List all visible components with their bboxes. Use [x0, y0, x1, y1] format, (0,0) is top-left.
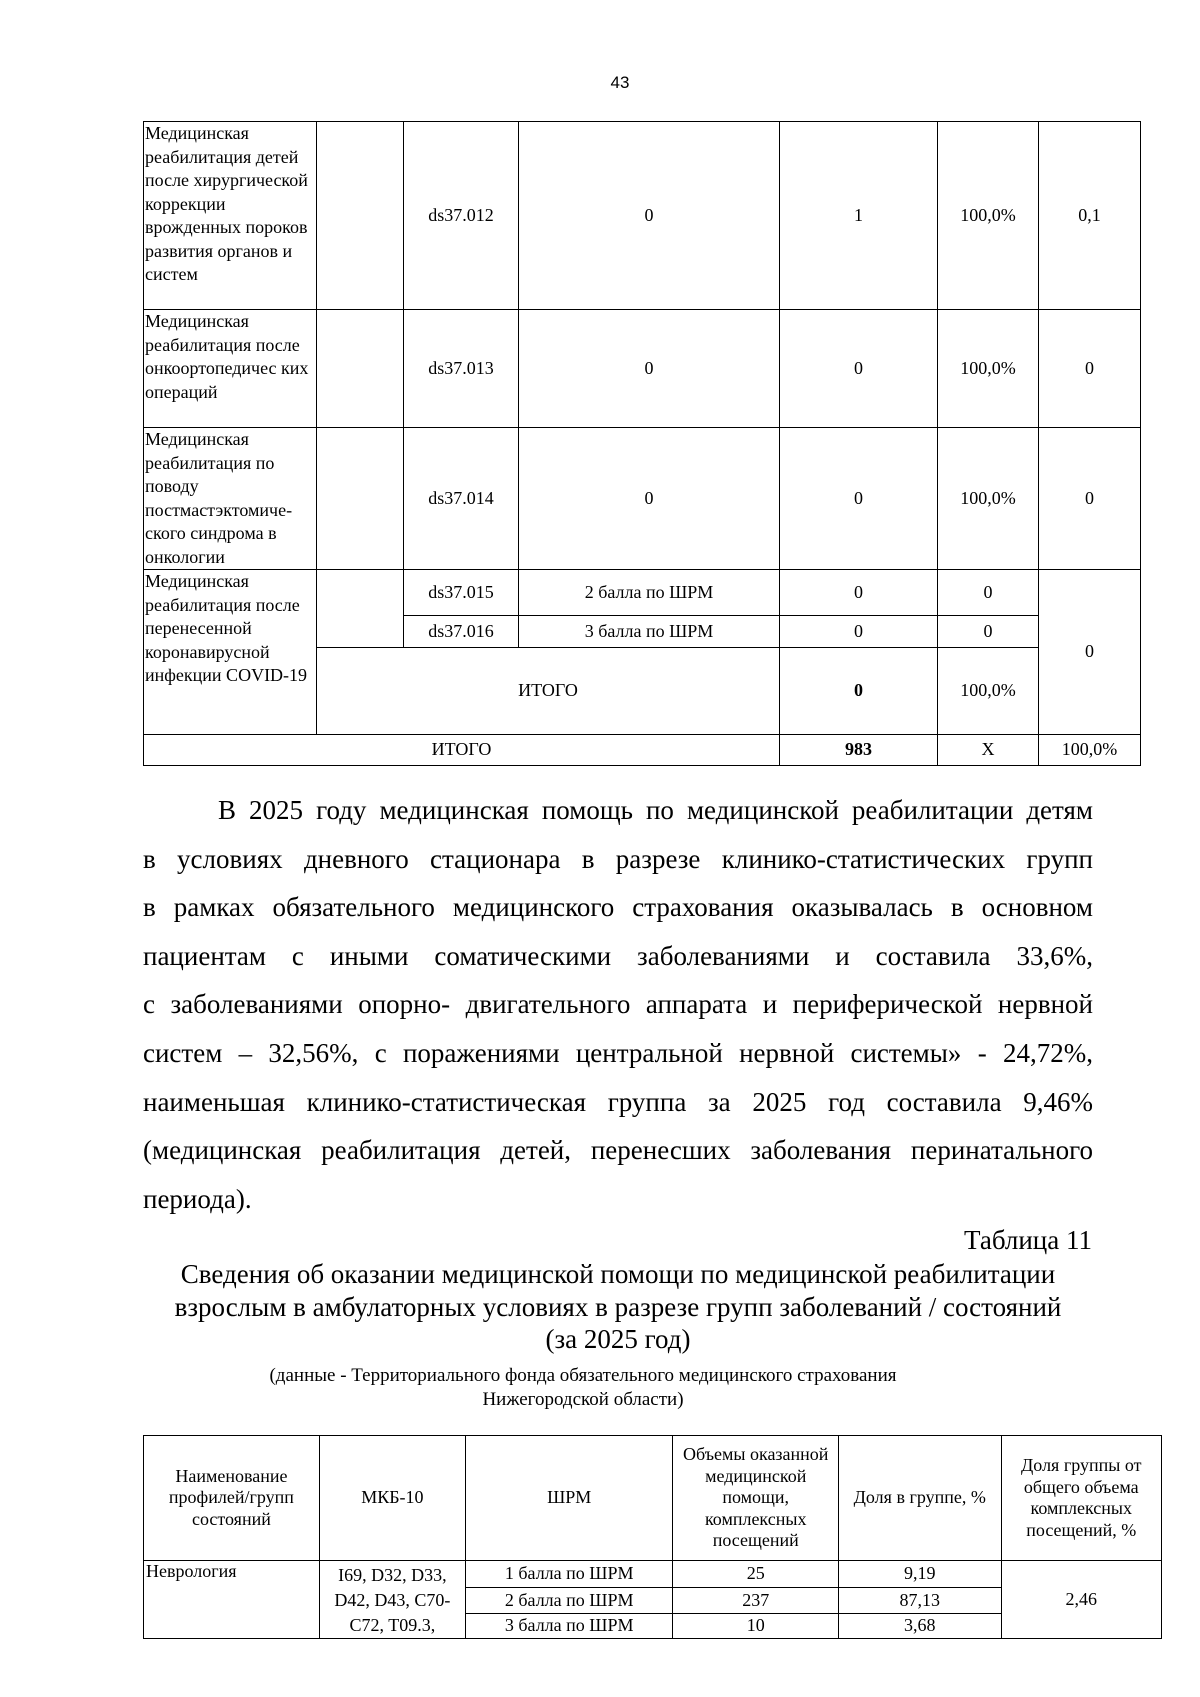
table-row	[144, 122, 1141, 310]
table-row	[144, 310, 1141, 428]
shrm-cell: 0	[519, 428, 780, 570]
table-row	[144, 735, 1141, 766]
share-cell: 100,0%	[938, 428, 1039, 570]
body-paragraph	[143, 786, 1093, 1223]
subtotal-share: 100,0%	[938, 648, 1039, 735]
paragraph-line: периода).	[143, 1183, 252, 1214]
share-cell: 3,68	[839, 1613, 1002, 1638]
page-number: 43	[610, 73, 630, 92]
header-name: Наименование профилей/групп состояний	[144, 1436, 320, 1561]
shrm-cell: 2 балла по ШРМ	[465, 1588, 672, 1613]
table-row	[144, 428, 1141, 570]
table-title	[143, 1258, 1093, 1356]
table-header-row	[144, 1436, 1162, 1561]
volume-cell: 0	[780, 616, 938, 648]
total-share-cell: 0	[1039, 428, 1141, 570]
empty-cell	[317, 428, 404, 570]
volume-cell: 0	[780, 570, 938, 616]
table-title-line: (за 2025 год)	[545, 1324, 691, 1354]
shrm-cell: 3 балла по ШРМ	[465, 1613, 672, 1638]
shrm-cell: 1 балла по ШРМ	[465, 1561, 672, 1588]
total-share-cell: 0,1	[1039, 122, 1141, 310]
table-source	[143, 1364, 1023, 1411]
ksg-code: ds37.016	[404, 616, 519, 648]
table-number: Таблица 11	[964, 1225, 1092, 1255]
profile-name: Неврология	[144, 1561, 320, 1639]
group-name: Медицинская реабилитация после перенесенной коронавирусной инфекции COVID-19	[144, 570, 317, 735]
group-name: Медицинская реабилитация по поводу постмастэктомиче-ского синдрома в онкологии	[144, 428, 317, 570]
volume-cell: 237	[673, 1588, 839, 1613]
share-cell: 87,13	[839, 1588, 1002, 1613]
shrm-cell: 3 балла по ШРМ	[519, 616, 780, 648]
volume-cell: 1	[780, 122, 938, 310]
mkb-codes: I69, D32, D33, D42, D43, C70-C72, T09.3,	[319, 1561, 465, 1639]
header-shrm: ШРМ	[465, 1436, 672, 1561]
ksg-code: ds37.012	[404, 122, 519, 310]
header-mkb: МКБ-10	[319, 1436, 465, 1561]
table-source-line: Нижегородской области)	[482, 1388, 684, 1410]
share-cell: 0	[938, 570, 1039, 616]
paragraph-line: (медицинская реабилитация детей, перенесших заболевания перинатального	[143, 1135, 1093, 1166]
header-total-share: Доля группы от общего объема комплексных посещений, %	[1001, 1436, 1162, 1561]
share-cell: 100,0%	[938, 310, 1039, 428]
empty-cell	[317, 310, 404, 428]
paragraph-line: В 2025 году медицинская помощь по медицинской реабилитации детям	[218, 795, 1093, 825]
shrm-cell: 0	[519, 310, 780, 428]
volume-cell: 0	[780, 310, 938, 428]
share-cell: 0	[938, 616, 1039, 648]
ksg-code: ds37.013	[404, 310, 519, 428]
paragraph-line: в рамках обязательного медицинского страхования оказывалась в основном	[143, 892, 1093, 923]
paragraph-line: систем – 32,56%, с поражениями центральной нервной системы» - 24,72%,	[143, 1037, 1093, 1068]
total-share-cell: 0	[1039, 310, 1141, 428]
table-title-line: Сведения об оказании медицинской помощи по медицинской реабилитации	[180, 1259, 1056, 1289]
header-volume: Объемы оказанной медицинской помощи, комплексных посещений	[673, 1436, 839, 1561]
table-source-line: (данные - Территориального фонда обязательного медицинского страхования	[269, 1365, 897, 1386]
empty-cell	[317, 570, 404, 648]
paragraph-line: пациентам с иными соматическими заболеваниями и составила 33,6%,	[143, 940, 1093, 971]
header-share: Доля в группе, %	[839, 1436, 1002, 1561]
share-cell: 100,0%	[938, 122, 1039, 310]
ksg-code: ds37.014	[404, 428, 519, 570]
volume-cell: 10	[673, 1613, 839, 1638]
shrm-cell: 2 балла по ШРМ	[519, 570, 780, 616]
group-name: Медицинская реабилитация детей после хирургической коррекции врожденных пороков развития органов и систем	[144, 122, 317, 310]
subtotal-label: ИТОГО	[317, 648, 780, 735]
table-row	[144, 570, 1141, 616]
grand-total-label: ИТОГО	[144, 735, 780, 766]
grand-total-share: Х	[938, 735, 1039, 766]
grand-total-total-share: 100,0%	[1039, 735, 1141, 766]
rehab-kss-table-continued	[143, 121, 1141, 766]
empty-cell	[317, 122, 404, 310]
grand-total-volume: 983	[780, 735, 938, 766]
table-title-line: взрослым в амбулаторных условиях в разрезе групп заболеваний / состояний	[174, 1291, 1062, 1322]
total-share-cell: 0	[1039, 570, 1141, 735]
subtotal-volume: 0	[780, 648, 938, 735]
ksg-code: ds37.015	[404, 570, 519, 616]
volume-cell: 25	[673, 1561, 839, 1588]
group-share-cell: 2,46	[1001, 1561, 1162, 1639]
paragraph-line: с заболеваниями опорно- двигательного аппарата и периферической нервной	[143, 989, 1093, 1020]
table-row	[144, 1561, 1162, 1588]
table-11	[143, 1435, 1162, 1639]
paragraph-line: наименьшая клинико-статистическая группа за 2025 год составила 9,46%	[143, 1086, 1093, 1117]
paragraph-line: в условиях дневного стационара в разрезе клинико-статистических групп	[143, 843, 1093, 874]
shrm-cell: 0	[519, 122, 780, 310]
group-name: Медицинская реабилитация после онкоортопедичес ких операций	[144, 310, 317, 428]
volume-cell: 0	[780, 428, 938, 570]
share-cell: 9,19	[839, 1561, 1002, 1588]
